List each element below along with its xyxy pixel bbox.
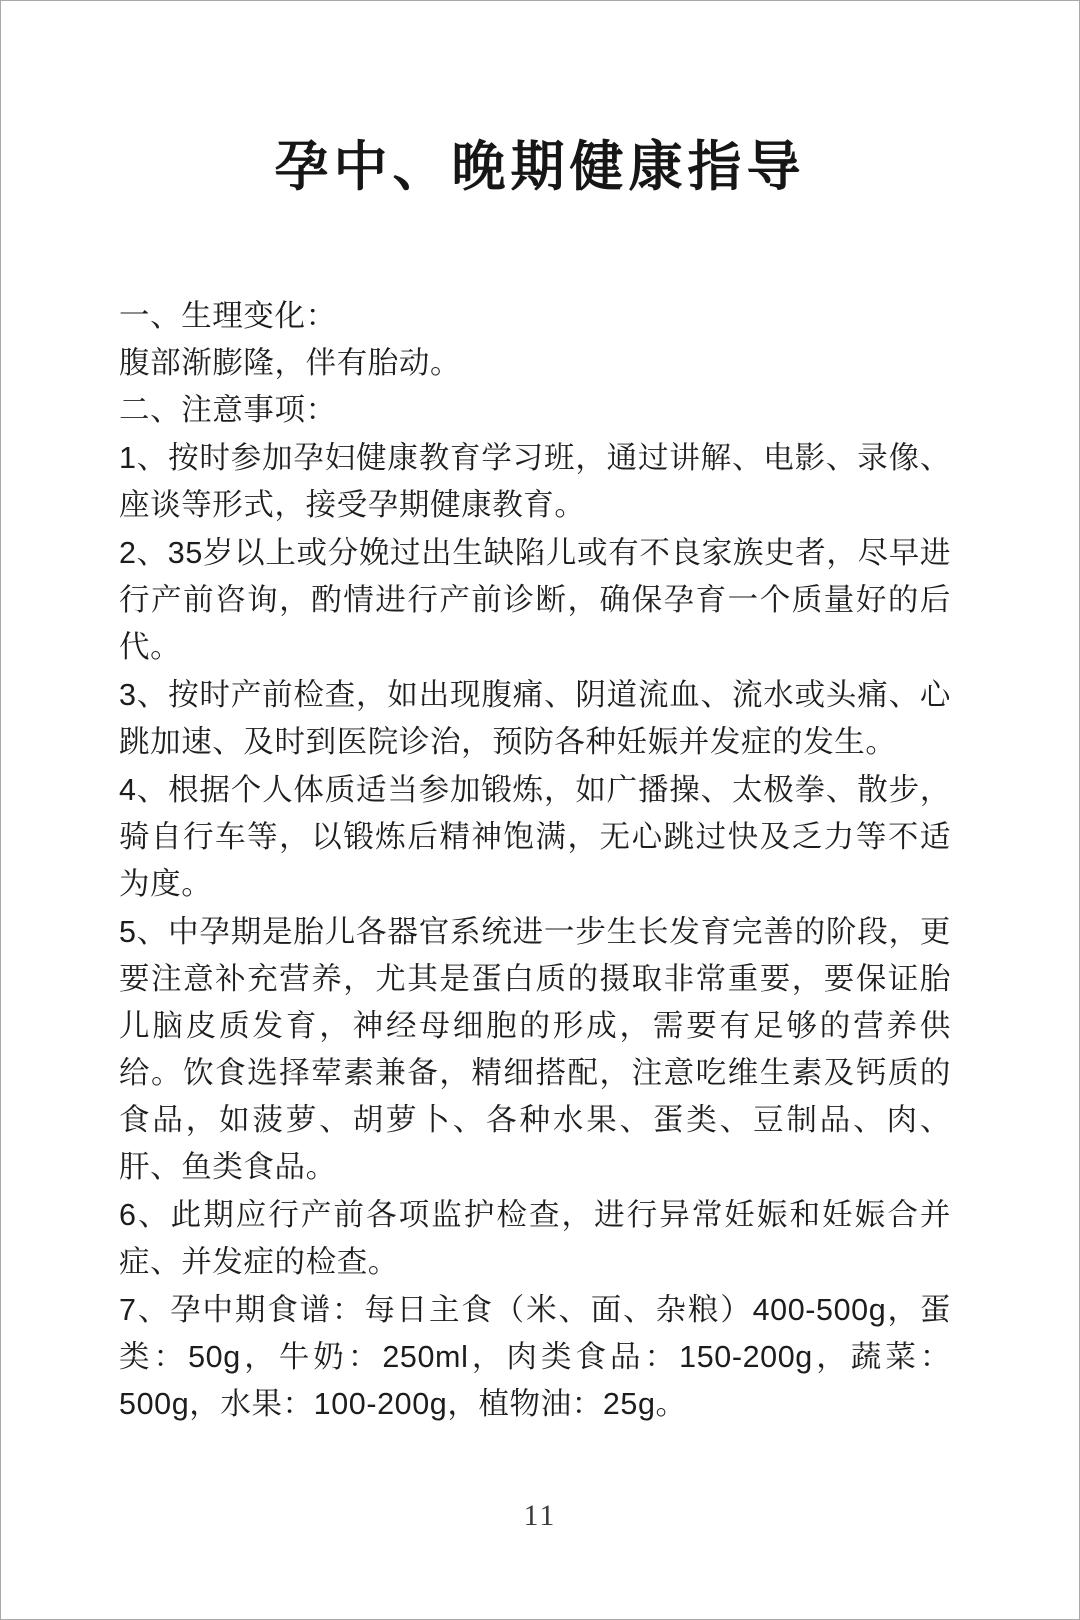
page-title: 孕中、晚期健康指导 bbox=[274, 137, 806, 197]
section-heading-physiological-changes: 一、生理变化： bbox=[119, 299, 337, 333]
precaution-item-6: 6、此期应行产前各项监护检查，进行异常妊娠和妊娠合并症、并发症的检查。 bbox=[119, 1198, 951, 1279]
precaution-item-4: 4、根据个人体质适当参加锻炼，如广播操、太极拳、散步，骑自行车等，以锻炼后精神饱满，无心跳过快及乏力等不适为度。 bbox=[119, 773, 951, 901]
page-number: 11 bbox=[523, 1499, 557, 1532]
precaution-item-3: 3、按时产前检查，如出现腹痛、阴道流血、流水或头痛、心跳加速、及时到医院诊治，预防各种妊娠并发症的发生。 bbox=[119, 678, 951, 759]
precaution-item-5: 5、中孕期是胎儿各器官系统进一步生长发育完善的阶段，更要注意补充营养，尤其是蛋白质的摄取非常重要，要保证胎儿脑皮质发育，神经母细胞的形成，需要有足够的营养供给。饮食选择荤素兼备，精细搭配，注意吃维生素及钙质的食品，如菠萝、胡萝卜、各种水果、蛋类、豆制品、肉、肝、鱼类食品。 bbox=[119, 915, 951, 1184]
precaution-item-2: 2、35岁以上或分娩过出生缺陷儿或有不良家族史者，尽早进行产前咨询，酌情进行产前诊断，确保孕育一个质量好的后代。 bbox=[119, 536, 951, 664]
precaution-item-1: 1、按时参加孕妇健康教育学习班，通过讲解、电影、录像、座谈等形式，接受孕期健康教育。 bbox=[119, 441, 951, 522]
section-body-physiological-changes: 腹部渐膨隆，伴有胎动。 bbox=[119, 346, 462, 380]
section-heading-precautions: 二、注意事项： bbox=[119, 393, 337, 427]
precaution-item-7-diet-plan: 7、孕中期食谱：每日主食（米、面、杂粮）400-500g，蛋类：50g，牛奶：250ml，肉类食品：150-200g，蔬菜：500g，水果：100-200g，植物油：25g。 bbox=[119, 1293, 951, 1421]
document-body bbox=[119, 293, 951, 1428]
